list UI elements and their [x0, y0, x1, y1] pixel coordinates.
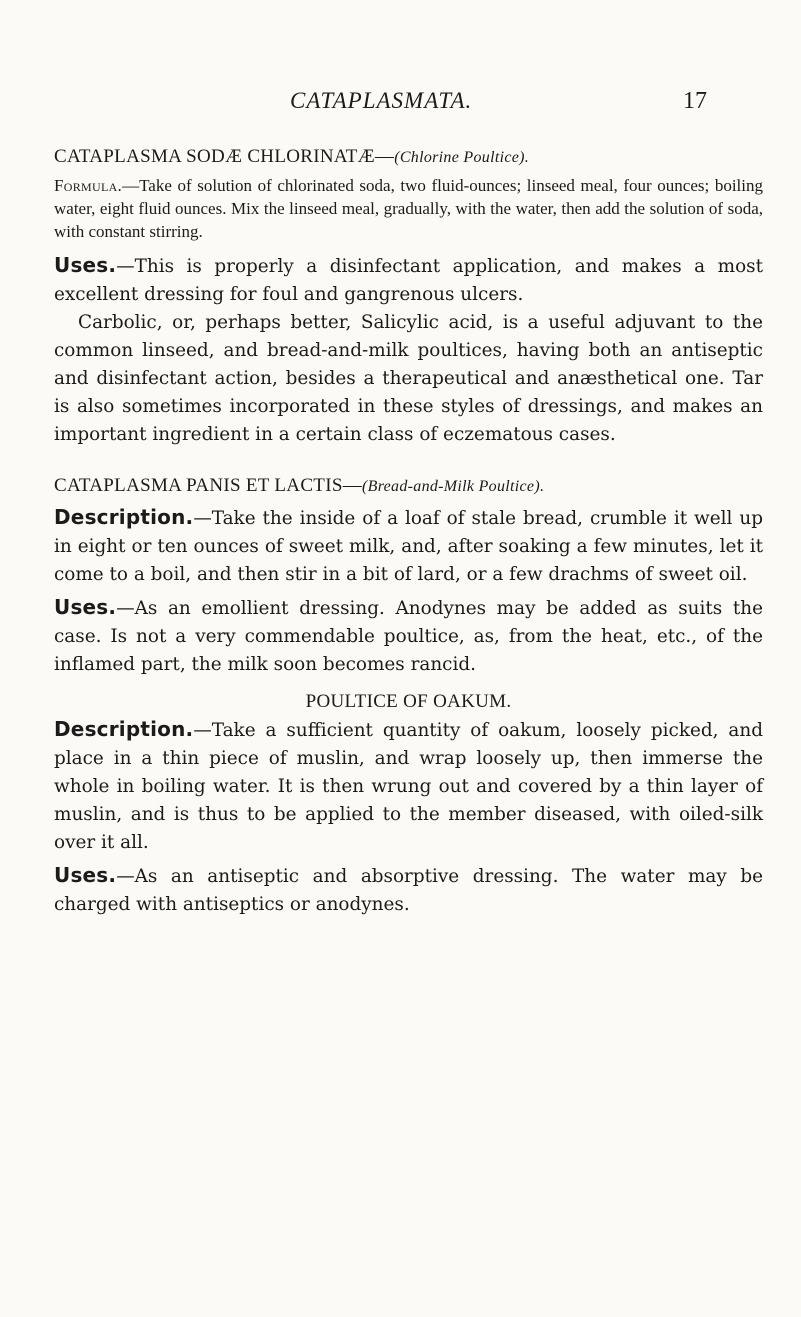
uses-paragraph	[54, 861, 763, 919]
formula-paragraph	[54, 174, 763, 243]
uses-paragraph	[54, 593, 763, 679]
section-title-translation: (Chlorine Poultice).	[394, 149, 530, 166]
page-body	[54, 146, 763, 919]
section-chlorine-poultice	[54, 146, 763, 449]
formula-text: —Take of solution of chlorinated soda, two fluid-ounces; linseed meal, four ounces; boiling water, eight fluid ounces. Mix the linseed meal, gradually, with the water, then add the solution of soda, with constant stirring.	[54, 176, 763, 241]
section-heading	[54, 146, 763, 168]
uses-text: —As an emollient dressing. Anodynes may be added as suits the case. Is not a very commendable poultice, as, from the heat, etc., of the inflamed part, the milk soon becomes rancid.	[54, 598, 763, 675]
page-number: 17	[683, 88, 707, 114]
adjuvant-paragraph: Carbolic, or, perhaps better, Salicylic acid, is a useful adjuvant to the common linseed, and bread-and-milk poultices, having both an antiseptic and disinfectant action, besides a therapeutical and anæsthetical one. Tar is also sometimes incorporated in these styles of dressings, and makes an important ingredient in a certain class of eczematous cases.	[54, 312, 763, 445]
uses-label: Uses.	[54, 253, 117, 277]
section-title: POULTICE OF OAKUM.	[305, 691, 512, 712]
uses-label: Uses.	[54, 595, 117, 619]
section-bread-milk-poultice	[54, 475, 763, 679]
uses-label: Uses.	[54, 863, 117, 887]
section-oakum-poultice	[54, 691, 763, 919]
description-label: Description.	[54, 505, 194, 529]
section-title-translation: (Bread-and-Milk Poultice).	[362, 478, 545, 495]
section-title: CATAPLASMA PANIS ET LACTIS—	[54, 475, 362, 496]
description-paragraph	[54, 715, 763, 857]
formula-label: Formula.	[54, 176, 123, 195]
description-label: Description.	[54, 717, 194, 741]
description-paragraph	[54, 503, 763, 589]
uses-paragraph	[54, 251, 763, 309]
running-title: CATAPLASMATA.	[290, 88, 473, 113]
uses-text: —This is properly a disinfectant application, and makes a most excellent dressing for foul and gangrenous ulcers.	[54, 256, 763, 305]
uses-text: —As an antiseptic and absorptive dressing. The water may be charged with antiseptics or anodynes.	[54, 866, 763, 915]
description-text: —Take a sufficient quantity of oakum, loosely picked, and place in a thin piece of muslin, and wrap loosely up, then immerse the whole in boiling water. It is then wrung out and covered by a thin layer of muslin, and is thus to be applied to the member diseased, with oiled-silk over it all.	[54, 720, 763, 853]
description-text: —Take the inside of a loaf of stale bread, crumble it well up in eight or ten ounces of sweet milk, and, after soaking a few minutes, let it come to a boil, and then stir in a bit of lard, or a few drachms of sweet oil.	[54, 508, 763, 585]
section-heading	[54, 475, 763, 497]
running-head	[0, 88, 801, 128]
section-title: CATAPLASMA SODÆ CHLORINATÆ—	[54, 146, 395, 167]
section-heading	[54, 691, 763, 713]
